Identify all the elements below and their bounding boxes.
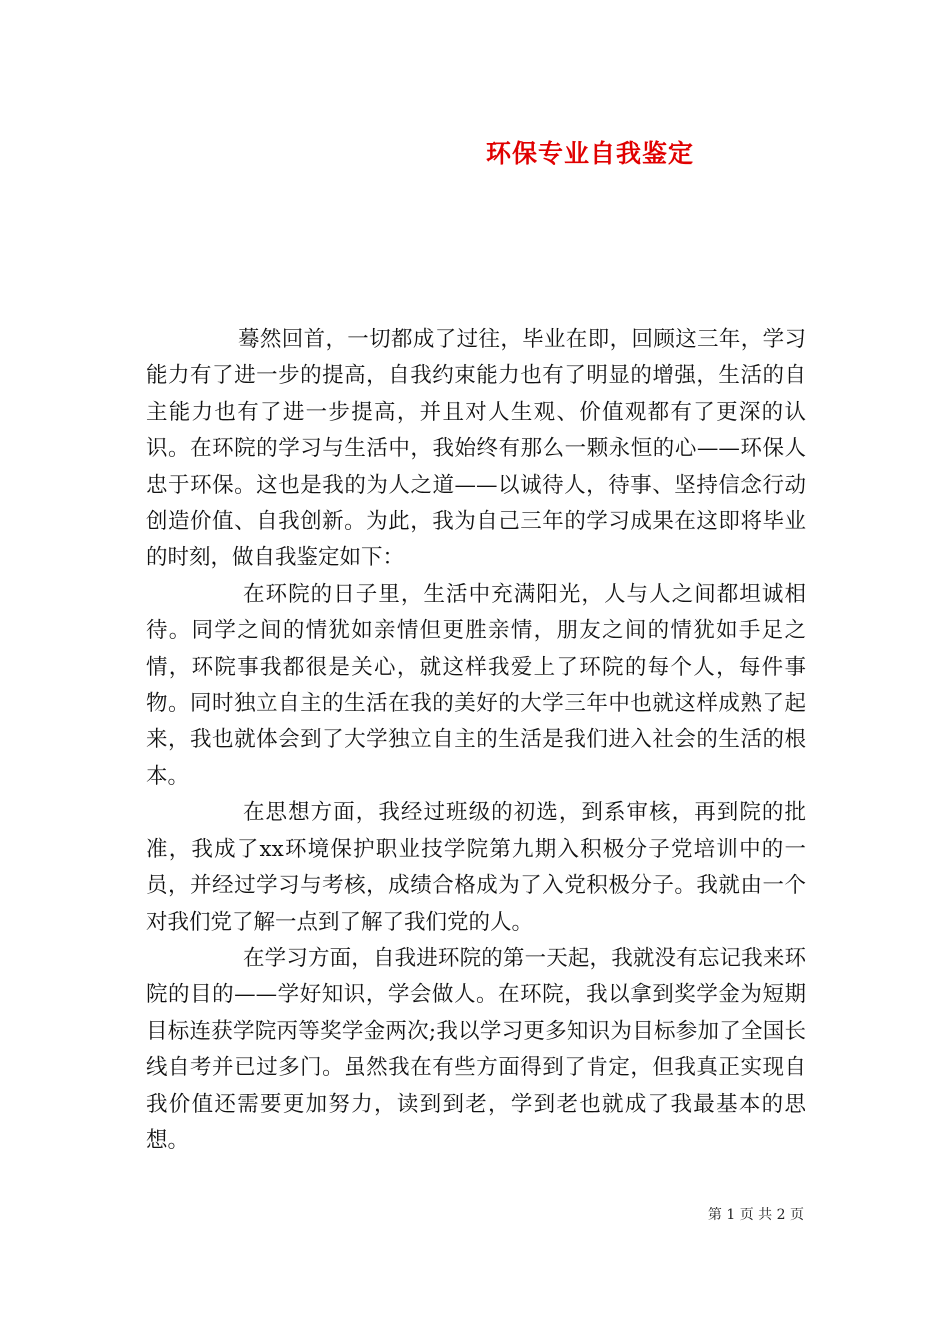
paragraph-study: 在学习方面，自我进环院的第一天起，我就没有忘记我来环院的目的——学好知识，学会做人。在环院，我以拿到奖学金为短期目标连获学院丙等奖学金两次;我以学习更多知识为目标参加了全国长线自考并已过多门。虽然我在有些方面得到了肯定，但我真正实现自我价值还需要更加努力，读到到老，学到老也就成了我最基本的思想。 — [146, 945, 806, 1153]
paragraph-ideology: 在思想方面，我经过班级的初选，到系审核，再到院的批准，我成了xx环境保护职业技学院第九期入积极分子党培训中的一员，并经过学习与考核，成绩合格成为了入党积极分子。我就由一个对我们党了解一点到了解了我们党的人。 — [146, 800, 806, 935]
page-number-footer: 第 1 页 共 2 页 — [707, 1207, 804, 1223]
document-body — [146, 322, 806, 1159]
paragraph-campus-life: 在环院的日子里，生活中充满阳光，人与人之间都坦诚相待。同学之间的情犹如亲情但更胜亲情，朋友之间的情犹如手足之情，环院事我都很是关心，就这样我爱上了环院的每个人，每件事物。同时独立自主的生活在我的美好的大学三年中也就这样成熟了起来，我也就体会到了大学独立自主的生活是我们进入社会的生活的根本。 — [146, 581, 806, 789]
document-title: 环保专业自我鉴定 — [485, 139, 694, 168]
paragraph-intro: 蓦然回首，一切都成了过往，毕业在即，回顾这三年，学习能力有了进一步的提高，自我约束能力也有了明显的增强，生活的自主能力也有了进一步提高，并且对人生观、价值观都有了更深的认识。在环院的学习与生活中，我始终有那么一颗永恒的心——环保人忠于环保。这也是我的为人之道——以诚待人，待事、坚持信念行动创造价值、自我创新。为此，我为自己三年的学习成果在这即将毕业的时刻，做自我鉴定如下： — [146, 327, 806, 571]
